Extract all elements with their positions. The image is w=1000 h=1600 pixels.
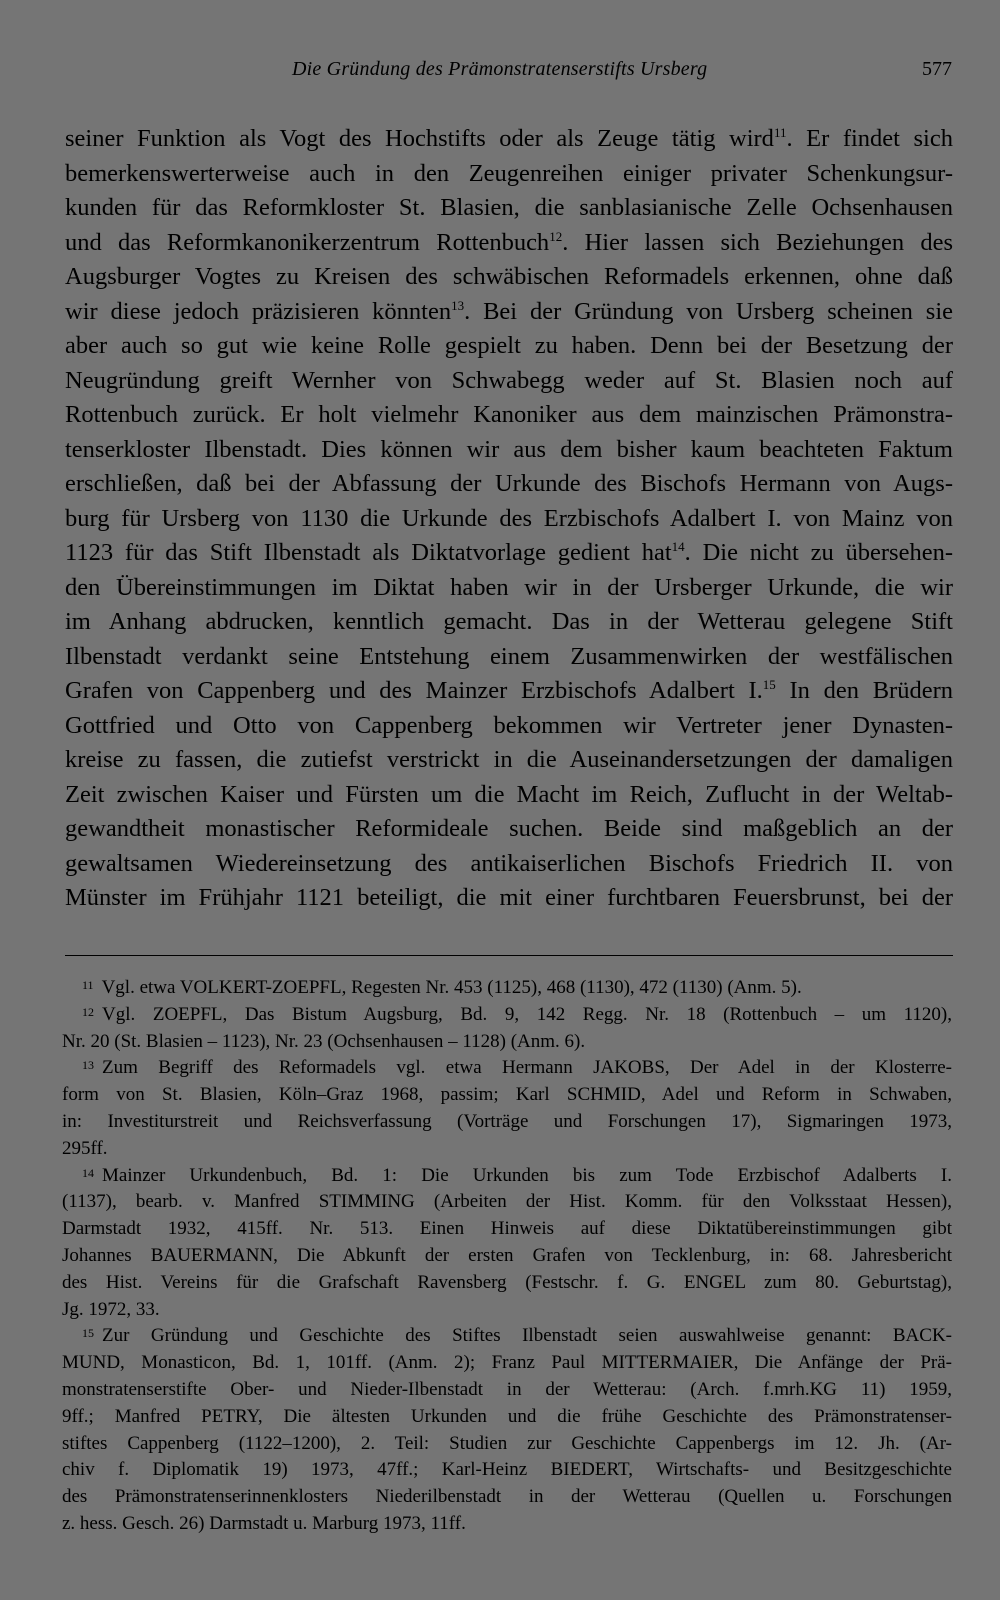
body-line-text: wir diese jedoch präzisieren könnten xyxy=(65,297,452,325)
footnote-line xyxy=(62,1189,952,1216)
footnote-line xyxy=(62,1082,952,1109)
body-line-text: Ilbenstadt verdankt seine Entstehung einem Zusammenwirken der westfälischen xyxy=(65,642,953,670)
footnote xyxy=(62,1002,952,1056)
body-line-text: gewandtheit monastischer Reformideale suchen. Beide sind maßgeblich an der xyxy=(65,815,953,842)
footnote-text: Jg. 1972, 33. xyxy=(62,1298,160,1320)
footnote-line xyxy=(62,1216,952,1243)
body-line xyxy=(65,295,953,330)
footnote-text: Johannes BAUERMANN, Die Abkunft der ersten Grafen von Tecklenburg, in: 68. Jahresbericht xyxy=(62,1244,952,1266)
footnote-text: monstratenserstifte Ober- und Nieder-Ilbenstadt in der Wetterau: (Arch. f.mrh.KG 11) 1959, xyxy=(62,1378,952,1400)
footnote-number: 15 xyxy=(82,1326,94,1341)
footnote-text: form von St. Blasien, Köln–Graz 1968, passim; Karl SCHMID, Adel und Reform in Schwaben, xyxy=(62,1084,952,1106)
body-line-text: . Hier lassen sich Beziehungen des xyxy=(562,228,953,256)
body-line xyxy=(65,571,953,606)
footnote-line xyxy=(62,1002,952,1029)
body-text xyxy=(65,122,953,916)
footnote-number: 13 xyxy=(82,1058,94,1073)
footnote-line xyxy=(62,1243,952,1270)
footnote-line xyxy=(62,1484,952,1511)
footnote-reference[interactable]: 13 xyxy=(451,297,465,313)
footnote-text: Darmstadt 1932, 415ff. Nr. 513. Einen Hinweis auf diese Diktatübereinstimmungen gibt xyxy=(62,1218,952,1240)
footnote-line xyxy=(62,1404,952,1431)
footnote-separator xyxy=(65,955,953,956)
footnote-line xyxy=(62,1055,952,1082)
footnote-text: chiv f. Diplomatik 19) 1973, 47ff.; Karl-Heinz BIEDERT, Wirtschafts- und Besitzgeschichte xyxy=(62,1459,952,1481)
footnote-line xyxy=(62,1136,952,1163)
body-line xyxy=(65,122,953,157)
body-line xyxy=(65,157,953,192)
footnote xyxy=(62,1055,952,1162)
body-line-text: . Er findet sich xyxy=(786,125,953,152)
footnote xyxy=(62,1163,952,1324)
footnote-number: 12 xyxy=(82,1004,94,1019)
body-line-text: Augsburger Vogtes zu Kreisen des schwäbischen Reformadels erkennen, ohne daß xyxy=(65,263,953,290)
body-line xyxy=(65,329,953,364)
footnote-text: Zur Gründung und Geschichte des Stiftes Ilbenstadt seien auswahlweise genannt: BACK- xyxy=(102,1325,952,1347)
body-line-text: aber auch so gut wie keine Rolle gespielt zu haben. Denn bei der Besetzung der xyxy=(65,332,953,359)
body-line xyxy=(65,743,953,778)
body-line xyxy=(65,398,953,433)
footnote-text: MUND, Monasticon, Bd. 1, 101ff. (Anm. 2); Franz Paul MITTERMAIER, Die Anfänge der Prä- xyxy=(62,1352,952,1374)
body-line-text: im Anhang abdrucken, kenntlich gemacht. Das in der Wetterau gelegene Stift xyxy=(65,608,953,635)
footnote-line xyxy=(62,1029,952,1056)
body-line-text: 1123 für das Stift Ilbenstadt als Diktatvorlage gedient hat xyxy=(65,539,672,566)
body-line-text: Gottfried und Otto von Cappenberg bekommen wir Vertreter jener Dynasten- xyxy=(65,711,953,739)
body-line-text: und das Reformkanonikerzentrum Rottenbuch xyxy=(65,228,550,256)
body-line xyxy=(65,881,953,916)
body-line xyxy=(65,812,953,847)
footnote-text: Nr. 20 (St. Blasien – 1123), Nr. 23 (Ochsenhausen – 1128) (Anm. 6). xyxy=(62,1030,586,1052)
footnote-text: des Hist. Vereins für die Grafschaft Ravensberg (Festschr. f. G. ENGEL zum 80. Geburtstag), xyxy=(62,1271,952,1293)
body-line-text: Münster im Frühjahr 1121 beteiligt, die mit einer furchtbaren Feuersbrunst, bei der xyxy=(65,884,953,911)
footnote-reference[interactable]: 12 xyxy=(549,228,563,244)
footnote-line xyxy=(62,1457,952,1484)
body-line-text: den Übereinstimmungen im Diktat haben wir in der Ursberger Urkunde, die wir xyxy=(65,573,953,601)
footnote-text: Zum Begriff des Reformadels vgl. etwa Hermann JAKOBS, Der Adel in der Klosterre- xyxy=(102,1057,952,1079)
body-line xyxy=(65,640,953,675)
body-line-text: burg für Ursberg von 1130 die Urkunde des Erzbischofs Adalbert I. von Mainz von xyxy=(65,504,953,532)
body-line-text: kunden für das Reformkloster St. Blasien, die sanblasianische Zelle Ochsenhausen xyxy=(65,194,953,221)
footnote-line xyxy=(62,1511,952,1538)
footnote-text: des Prämonstratenserinnenklosters Niederilbenstadt in der Wetterau (Quellen u. Forschungen xyxy=(62,1486,952,1508)
footnote-line xyxy=(62,1163,952,1190)
footnote-reference[interactable]: 11 xyxy=(773,125,787,140)
page-number: 577 xyxy=(922,58,952,80)
footnote-line xyxy=(62,1323,952,1350)
footnote xyxy=(62,1323,952,1537)
body-line xyxy=(65,467,953,502)
body-line-text: seiner Funktion als Vogt des Hochstifts oder als Zeuge tätig wird xyxy=(65,125,774,152)
footnote-text: 295ff. xyxy=(62,1137,108,1159)
running-head xyxy=(62,58,952,88)
footnote-text: in: Investiturstreit und Reichsverfassung (Vorträge und Forschungen 17), Sigmaringen 1973, xyxy=(62,1110,952,1132)
body-line xyxy=(65,709,953,744)
body-line-text: In den Brüdern xyxy=(775,677,953,704)
body-line-text: Neugründung greift Wernher von Schwabegg weder auf St. Blasien noch auf xyxy=(65,366,953,394)
footnote-line xyxy=(62,975,952,1002)
body-line-text: erschließen, daß bei der Abfassung der Urkunde des Bischofs Hermann von Augs- xyxy=(65,470,953,497)
body-line xyxy=(65,674,953,709)
footnote-line xyxy=(62,1297,952,1324)
footnote-text: Mainzer Urkundenbuch, Bd. 1: Die Urkunden bis zum Tode Erzbischof Adalberts I. xyxy=(102,1164,952,1186)
footnote-number: 14 xyxy=(82,1165,94,1180)
footnote-line xyxy=(62,1377,952,1404)
body-line xyxy=(65,191,953,226)
body-line xyxy=(65,847,953,882)
body-line xyxy=(65,364,953,399)
body-line xyxy=(65,433,953,468)
footnote-line xyxy=(62,1431,952,1458)
footnote-number: 11 xyxy=(82,978,94,992)
footnote-text: Vgl. etwa VOLKERT-ZOEPFL, Regesten Nr. 453 (1125), 468 (1130), 472 (1130) (Anm. 5). xyxy=(101,977,802,998)
footnote-text: stiftes Cappenberg (1122–1200), 2. Teil: Studien zur Geschichte Cappenbergs im 12. Jh. (Ar- xyxy=(62,1432,952,1454)
body-line-text: Zeit zwischen Kaiser und Fürsten um die Macht im Reich, Zuflucht in der Weltab- xyxy=(65,780,953,808)
body-line xyxy=(65,502,953,537)
body-line-text: Grafen von Cappenberg und des Mainzer Erzbischofs Adalbert I. xyxy=(65,677,763,704)
footnote-line xyxy=(62,1350,952,1377)
footnote-reference[interactable]: 15 xyxy=(762,677,776,692)
footnote-line xyxy=(62,1270,952,1297)
footnote-line xyxy=(62,1109,952,1136)
footnote-reference[interactable]: 14 xyxy=(671,539,685,554)
footnote-text: 9ff.; Manfred PETRY, Die ältesten Urkunden und die frühe Geschichte des Prämonstratenser- xyxy=(62,1405,952,1427)
body-line xyxy=(65,226,953,261)
body-line-text: tenserkloster Ilbenstadt. Dies können wir aus dem bisher kaum beachteten Faktum xyxy=(65,435,953,463)
body-line-text: . Die nicht zu übersehen- xyxy=(684,539,953,566)
footnote-text: z. hess. Gesch. 26) Darmstadt u. Marburg 1973, 11ff. xyxy=(62,1512,466,1534)
body-line xyxy=(65,605,953,640)
body-line xyxy=(65,536,953,571)
body-line xyxy=(65,778,953,813)
body-line-text: Rottenbuch zurück. Er holt vielmehr Kanoniker aus dem mainzischen Prämonstra- xyxy=(65,401,953,428)
body-line-text: gewaltsamen Wiedereinsetzung des antikaiserlichen Bischofs Friedrich II. von xyxy=(65,849,953,877)
running-title: Die Gründung des Prämonstratenserstifts Ursberg xyxy=(292,58,708,80)
body-line-text: . Bei der Gründung von Ursberg scheinen sie xyxy=(464,297,953,325)
body-line-text: kreise zu fassen, die zutiefst verstrickt in die Auseinandersetzungen der damaligen xyxy=(65,746,953,773)
footnote xyxy=(62,975,952,1002)
body-line-text: bemerkenswerterweise auch in den Zeugenreihen einiger privater Schenkungsur- xyxy=(65,159,953,187)
footnote-text: Vgl. ZOEPFL, Das Bistum Augsburg, Bd. 9, 142 Regg. Nr. 18 (Rottenbuch – um 1120), xyxy=(102,1003,952,1025)
footnotes xyxy=(62,975,952,1538)
body-line xyxy=(65,260,953,295)
footnote-text: (1137), bearb. v. Manfred STIMMING (Arbeiten der Hist. Komm. für den Volksstaat Hessen), xyxy=(62,1191,952,1213)
